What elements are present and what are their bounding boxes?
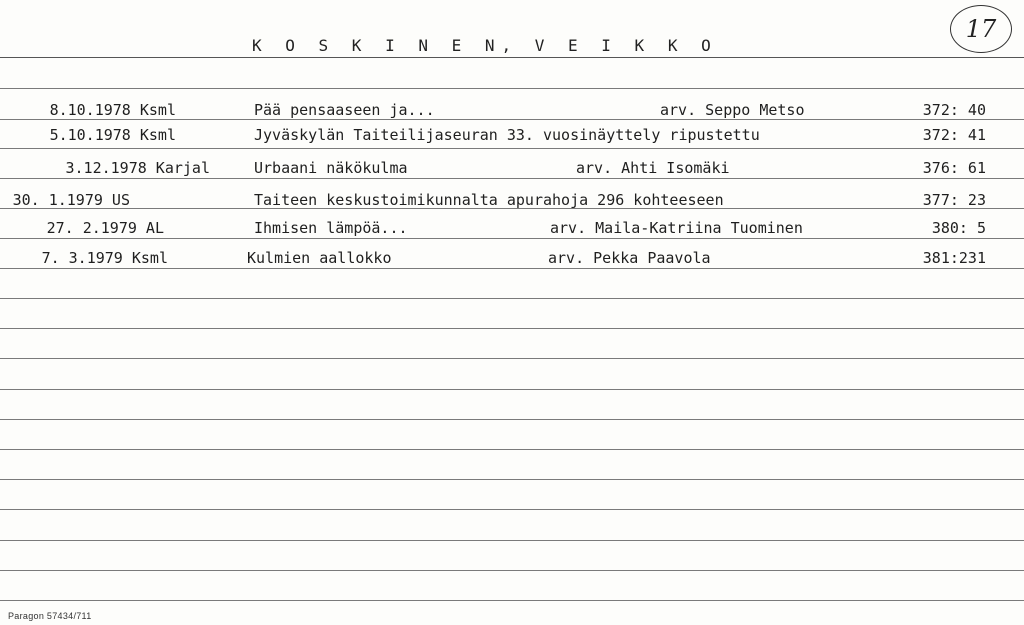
entry-date-source: 8.10.1978 Ksml <box>49 101 176 119</box>
ruled-line <box>0 540 1024 541</box>
card-entry <box>0 189 1024 211</box>
entry-reference: 372: 40 <box>922 101 986 119</box>
entry-title: Taiteen keskustoimikunnalta apurahoja 296 kohteeseen <box>254 191 724 209</box>
card-entry <box>0 124 1024 146</box>
entry-title: Kulmien aallokko <box>247 249 392 267</box>
entry-reviewer: arv. Pekka Paavola <box>548 249 711 267</box>
entry-title: Ihmisen lämpöä... <box>254 219 408 237</box>
entry-reference: 376: 61 <box>922 159 986 177</box>
entry-reviewer: arv. Ahti Isomäki <box>576 159 730 177</box>
card-entry <box>0 157 1024 179</box>
entry-reviewer: arv. Seppo Metso <box>660 101 805 119</box>
ruled-line <box>0 419 1024 420</box>
entry-date-source: 7. 3.1979 Ksml <box>41 249 168 267</box>
heading-rule <box>0 57 1024 58</box>
entry-date-source: 3.12.1978 Karjal <box>65 159 210 177</box>
ruled-line <box>0 148 1024 149</box>
ruled-line <box>0 88 1024 89</box>
ruled-line <box>0 509 1024 510</box>
ruled-line <box>0 389 1024 390</box>
entry-reference: 381:231 <box>922 249 986 267</box>
entry-reviewer: arv. Maila-Katriina Tuominen <box>550 219 803 237</box>
ruled-line <box>0 449 1024 450</box>
entry-date-source: 5.10.1978 Ksml <box>49 126 176 144</box>
printer-mark: Paragon 57434/711 <box>8 611 92 621</box>
ruled-line <box>0 328 1024 329</box>
entry-date-source: 30. 1.1979 US <box>12 191 130 209</box>
entry-date-source: 27. 2.1979 AL <box>46 219 164 237</box>
ruled-line <box>0 600 1024 601</box>
ruled-line <box>0 358 1024 359</box>
ruled-line <box>0 298 1024 299</box>
entry-title: Jyväskylän Taiteilijaseuran 33. vuosinäyttely ripustettu <box>254 126 760 144</box>
card-number-circle: 17 <box>950 5 1012 53</box>
entry-reference: 377: 23 <box>922 191 986 209</box>
card-heading: K O S K I N E N, V E I K K O <box>252 36 718 55</box>
entry-title: Pää pensaaseen ja... <box>254 101 435 119</box>
entry-reference: 372: 41 <box>922 126 986 144</box>
card-entry <box>0 217 1024 239</box>
ruled-line <box>0 570 1024 571</box>
card-entry <box>0 99 1024 121</box>
entry-title: Urbaani näkökulma <box>254 159 408 177</box>
ruled-line <box>0 479 1024 480</box>
card-entry <box>0 247 1024 269</box>
entry-reference: 380: 5 <box>931 219 986 237</box>
